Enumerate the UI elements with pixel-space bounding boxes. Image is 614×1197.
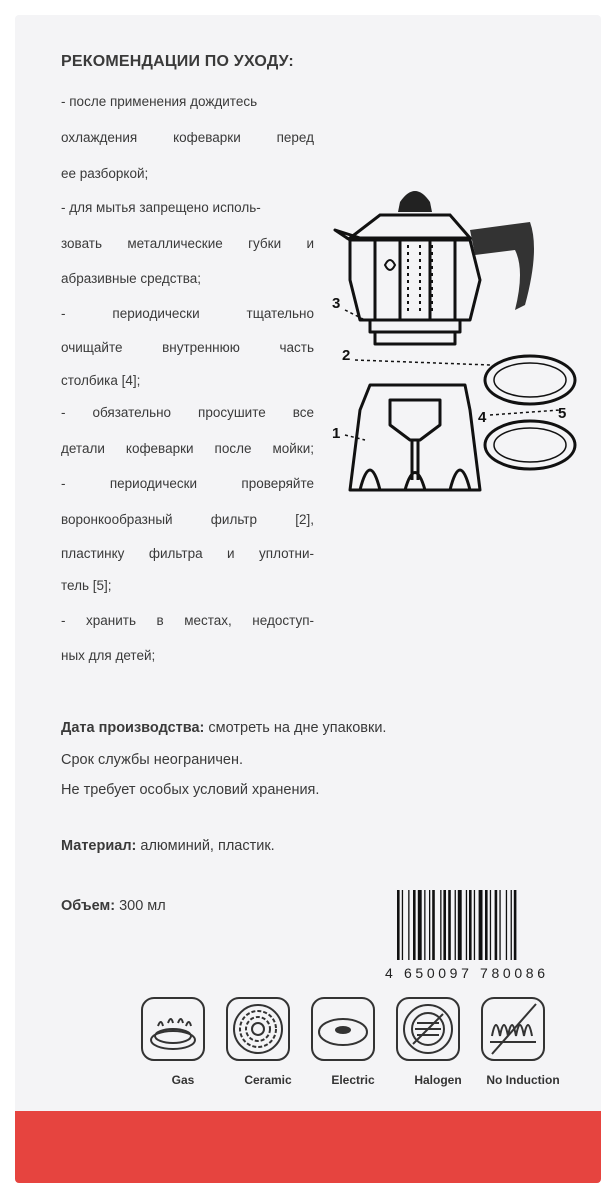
barcode-bar xyxy=(455,890,456,960)
barcode-bar xyxy=(474,890,475,960)
electric-hob-icon xyxy=(310,996,376,1062)
no-induction-icon xyxy=(480,996,546,1062)
callout-4: 4 xyxy=(478,409,487,426)
care-line: - периодически тщательно xyxy=(61,306,314,321)
barcode-bar xyxy=(432,890,435,960)
barcode-bar xyxy=(495,890,498,960)
stove-electric xyxy=(310,996,396,1087)
care-line: столбика [4]; xyxy=(61,373,141,388)
barcode-bar xyxy=(458,890,462,960)
care-line: тель [5]; xyxy=(61,578,112,593)
care-line: очищайте внутреннюю часть xyxy=(61,340,314,355)
service-life: Срок службы неограничен. xyxy=(61,752,244,768)
barcode-bar xyxy=(440,890,441,960)
stove-label: Halogen xyxy=(414,1073,462,1087)
care-line: - обязательно просушите все xyxy=(61,405,314,420)
care-line: охлаждения кофеварки перед xyxy=(61,130,314,145)
barcode-bar xyxy=(429,890,430,960)
barcode-bar xyxy=(514,890,517,960)
care-line: детали кофеварки после мойки; xyxy=(61,441,314,456)
care-line: - периодически проверяйте xyxy=(61,476,314,491)
production-date-value: смотреть на дне упаковки. xyxy=(204,720,387,736)
barcode-bar xyxy=(466,890,467,960)
barcode-bar xyxy=(448,890,451,960)
material-value: алюминий, пластик. xyxy=(136,838,275,854)
barcode-bar xyxy=(402,890,403,960)
barcode-bar xyxy=(499,890,500,960)
barcode-bar xyxy=(511,890,512,960)
material-label: Материал: xyxy=(61,838,137,854)
volume-label: Объем: xyxy=(61,898,116,914)
callout-2: 2 xyxy=(342,347,351,364)
volume-value: 300 мл xyxy=(115,898,166,914)
care-line: ных для детей; xyxy=(61,648,156,663)
care-line: пластинку фильтра и уплотни- xyxy=(61,546,314,561)
pot-handle xyxy=(470,222,534,310)
care-line: абразивные средства; xyxy=(61,271,201,286)
barcode-bar xyxy=(469,890,472,960)
ean-barcode xyxy=(385,888,545,984)
stove-halogen xyxy=(395,996,481,1087)
barcode-bar xyxy=(490,890,491,960)
gas-burner-icon xyxy=(140,996,206,1062)
stove-label: Gas xyxy=(171,1073,195,1087)
care-line: - хранить в местах, недоступ- xyxy=(61,613,314,628)
care-line: воронкообразный фильтр [2], xyxy=(61,512,314,527)
production-date-label: Дата производства: xyxy=(61,720,205,736)
barcode-digits: 4 650097 780086 xyxy=(385,965,545,981)
barcode-bar xyxy=(408,890,409,960)
lid-knob xyxy=(398,191,432,212)
stove-gas xyxy=(140,996,226,1087)
barcode-bar xyxy=(479,890,483,960)
care-line: - для мытья запрещено исполь- xyxy=(61,200,261,215)
callout-5: 5 xyxy=(558,405,567,422)
stove-label: No Induction xyxy=(486,1073,560,1087)
material xyxy=(61,838,275,854)
callout-1: 1 xyxy=(332,425,341,442)
barcode-bar xyxy=(485,890,488,960)
storage-conditions: Не требует особых условий хранения. xyxy=(61,782,320,798)
halogen-hob-icon xyxy=(395,996,461,1062)
stove-no-induction xyxy=(480,996,566,1087)
care-line: ее разборкой; xyxy=(61,166,149,181)
production-date xyxy=(61,720,386,736)
barcode-bar xyxy=(443,890,446,960)
callout-3: 3 xyxy=(332,295,341,312)
stove-compatibility xyxy=(140,996,570,1096)
barcode-bar xyxy=(418,890,422,960)
care-heading: РЕКОМЕНДАЦИИ ПО УХОДУ: xyxy=(61,53,294,70)
stove-label: Electric xyxy=(331,1073,375,1087)
accent-bar xyxy=(15,1111,601,1183)
ceramic-hob-icon xyxy=(225,996,291,1062)
barcode-bar xyxy=(413,890,416,960)
barcode-bar xyxy=(424,890,425,960)
moka-pot-diagram xyxy=(320,170,590,510)
barcode-bar xyxy=(397,890,400,960)
stove-ceramic xyxy=(225,996,311,1087)
stove-label: Ceramic xyxy=(244,1073,292,1087)
barcode-bar xyxy=(506,890,507,960)
care-line: зовать металлические губки и xyxy=(61,236,314,251)
care-line: - после применения дождитесь xyxy=(61,94,258,109)
volume xyxy=(61,898,166,914)
